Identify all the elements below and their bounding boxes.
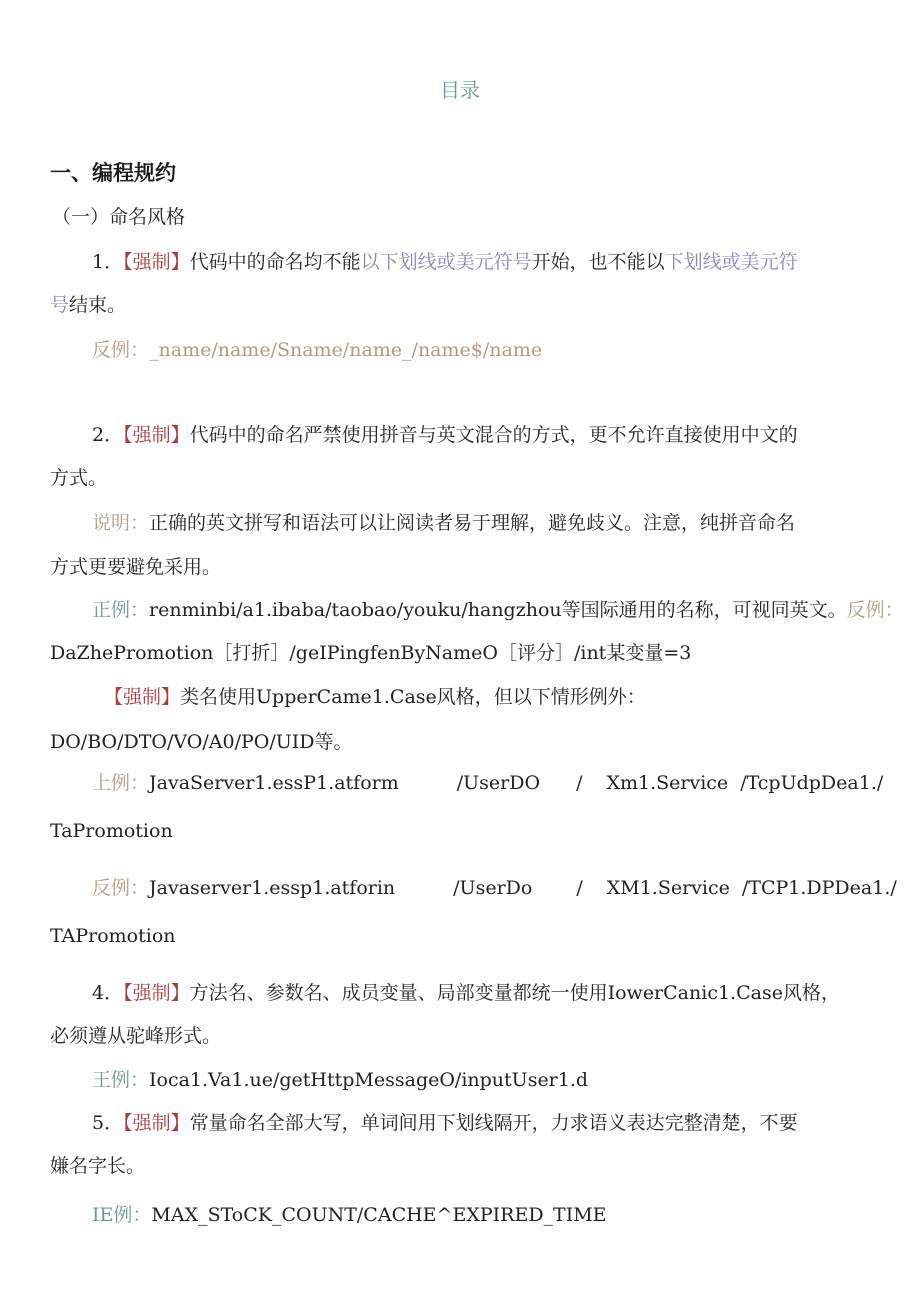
counter-example-label: 反例：	[92, 339, 150, 361]
mandatory-tag: 【强制】	[104, 686, 181, 708]
rule-3-counter-example-tail: TAPromotion	[50, 925, 176, 947]
rule-number: 5．	[92, 1112, 124, 1134]
rule-3-line-2: DO/BO/DTO/VO/A0/PO/UID等。	[50, 731, 353, 753]
rule-3-positive-example-tail: TaPromotion	[50, 820, 173, 842]
rule-1-line-1: 1．【强制】代码中的命名均不能以下划线或美元符号开始，也不能以下划线或美元符	[92, 251, 798, 273]
rule-5-positive-example: IE例：MAX_SToCK_COUNT/CACHE^EXPIRED_TIME	[92, 1204, 607, 1226]
rule-3-counter-example: 反例：Javaserver1.essp1.atforin /UserDo / XM1.Service /TCP1.DPDea1./	[92, 877, 897, 899]
rule-number: 2．	[92, 424, 124, 446]
rule-2-counter-example: DaZhePromotion［打折］/geIPingfenByNameO［评分］/int某变量=3	[50, 642, 692, 664]
positive-example-label: 上例：	[92, 772, 150, 794]
rule-5-line-1: 5．【强制】常量命名全部大写，单词间用下划线隔开，力求语义表达完整清楚，不要	[92, 1112, 798, 1134]
highlight-text: 下划线或美元符	[664, 251, 798, 273]
mandatory-tag: 【强制】	[123, 982, 190, 1004]
rule-4-positive-example: 王例：Ioca1.Va1.ue/getHttpMessageO/inputUser1.d	[92, 1069, 589, 1091]
rule-2-line-1: 2．【强制】代码中的命名严禁使用拼音与英文混合的方式，更不允许直接使用中文的	[92, 424, 798, 446]
rule-2-note-line-1: 说明：正确的英文拼写和语法可以让阅读者易于理解，避免歧义。注意，纯拼音命名	[92, 512, 796, 534]
mandatory-tag: 【强制】	[123, 1112, 190, 1134]
rule-number: 1．	[92, 251, 124, 273]
mandatory-tag: 【强制】	[123, 424, 190, 446]
positive-example-label: IE例：	[92, 1204, 152, 1226]
rule-3-positive-example: 上例：JavaServer1.essP1.atform /UserDO / Xm1.Service /TcpUdpDea1./	[92, 772, 884, 794]
section-heading: 一、编程规约	[50, 161, 176, 185]
rule-1-counter-example	[92, 337, 542, 363]
positive-example-label: 正例：	[92, 599, 150, 621]
counter-example-label: 反例：	[846, 599, 904, 621]
rule-number: 4．	[92, 982, 124, 1004]
highlight-text: 以下划线或美元符号	[360, 251, 532, 273]
rule-4-line-1: 4．【强制】方法名、参数名、成员变量、局部变量都统一使用IowerCanic1.Case风格，	[92, 982, 840, 1004]
counter-example-text: _name/name/Sname/name_/name$/name	[149, 339, 543, 361]
page-title: 目录	[440, 78, 480, 102]
rule-1-line-2: 号结束。	[50, 294, 127, 316]
positive-example-label: 王例：	[92, 1069, 150, 1091]
rule-4-line-2: 必须遵从驼峰形式。	[50, 1025, 222, 1047]
note-label: 说明：	[92, 512, 150, 534]
rule-5-line-2: 嫌名字长。	[50, 1155, 146, 1177]
mandatory-tag: 【强制】	[123, 251, 190, 273]
rule-3-line-1: 【强制】类名使用UpperCame1.Case风格，但以下情形例外：	[104, 686, 646, 708]
counter-example-label: 反例：	[92, 877, 150, 899]
rule-2-positive-example: 正例：renminbi/a1.ibaba/taobao/youku/hangzhou等国际通用的名称，可视同英文。反例：	[92, 599, 904, 621]
rule-2-line-2: 方式。	[50, 467, 108, 489]
subsection-heading: （一）命名风格	[52, 206, 186, 228]
rule-2-note-line-2: 方式更要避免采用。	[50, 556, 222, 578]
highlight-text: 号	[50, 294, 70, 316]
